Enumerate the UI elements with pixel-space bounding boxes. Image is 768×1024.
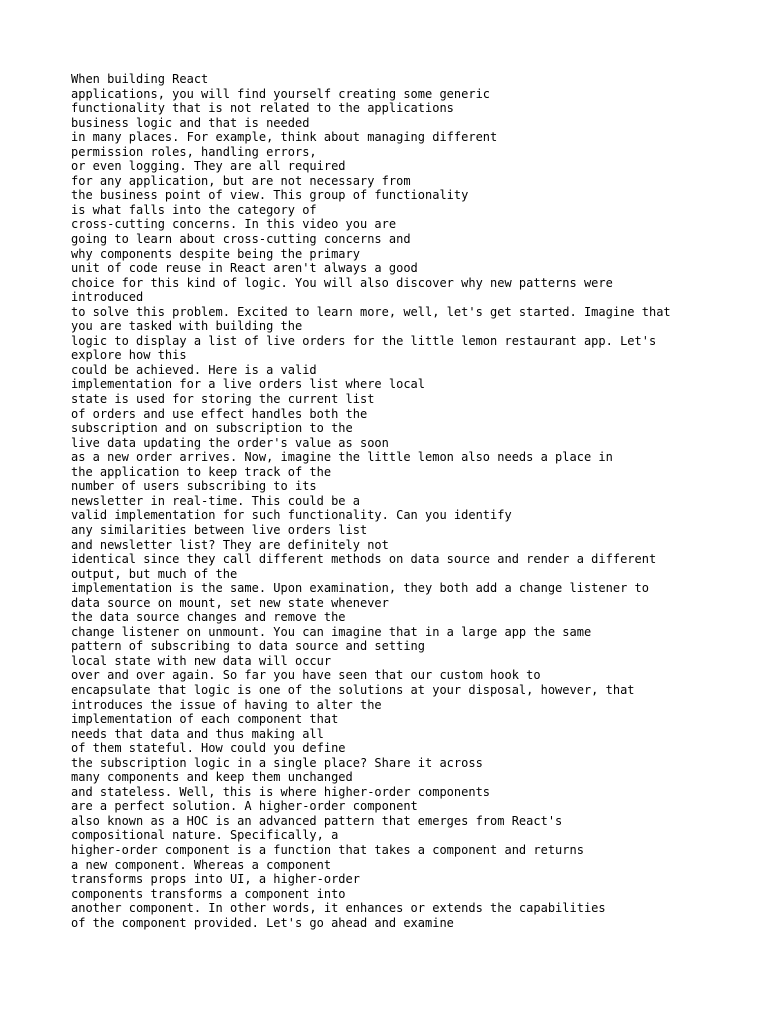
text-line: permission roles, handling errors,: [71, 144, 317, 159]
text-line: the subscription logic in a single place? Share it across: [71, 755, 483, 770]
text-line: a new component. Whereas a component: [71, 857, 332, 872]
text-line: is what falls into the category of: [71, 202, 317, 217]
text-line: higher-order component is a function that takes a component and returns: [71, 842, 584, 857]
text-line: why components despite being the primary: [71, 246, 360, 261]
text-line: cross-cutting concerns. In this video you are: [71, 217, 397, 232]
text-line: the business point of view. This group of functionality: [71, 188, 469, 203]
text-line: number of users subscribing to its: [71, 479, 317, 494]
text-line: of them stateful. How could you define: [71, 741, 346, 756]
text-line: choice for this kind of logic. You will also discover why new patterns were: [71, 275, 613, 290]
text-line: introduces the issue of having to alter the: [71, 697, 382, 712]
text-line: many components and keep them unchanged: [71, 770, 353, 785]
text-line: the application to keep track of the: [71, 464, 332, 479]
text-line: identical since they call different methods on data source and render a different: [71, 552, 657, 567]
text-line: the data source changes and remove the: [71, 610, 346, 625]
text-line: local state with new data will occur: [71, 653, 332, 668]
text-line: applications, you will find yourself creating some generic: [71, 86, 491, 101]
text-line: in many places. For example, think about managing different: [71, 130, 498, 145]
text-line: logic to display a list of live orders for the little lemon restaurant app. Let's: [71, 333, 657, 348]
text-line: pattern of subscribing to data source and setting: [71, 639, 426, 654]
text-line: of orders and use effect handles both the: [71, 406, 368, 421]
text-line: components transforms a component into: [71, 886, 346, 901]
text-line: also known as a HOC is an advanced pattern that emerges from React's: [71, 813, 563, 828]
text-line: transforms props into UI, a higher-order: [71, 872, 360, 887]
text-line: could be achieved. Here is a valid: [71, 362, 317, 377]
text-line: implementation is the same. Upon examination, they both add a change listener to: [71, 581, 649, 596]
text-line: business logic and that is needed: [71, 115, 310, 130]
text-line: subscription and on subscription to the: [71, 421, 353, 436]
text-line: output, but much of the: [71, 566, 238, 581]
text-line: of the component provided. Let's go ahead and examine: [71, 915, 454, 930]
text-line: or even logging. They are all required: [71, 159, 346, 174]
text-line: going to learn about cross-cutting concerns and: [71, 232, 411, 247]
text-line: as a new order arrives. Now, imagine the little lemon also needs a place in: [71, 450, 613, 465]
text-line: encapsulate that logic is one of the solutions at your disposal, however, that: [71, 682, 635, 697]
text-line: unit of code reuse in React aren't always a good: [71, 261, 418, 276]
text-line: explore how this: [71, 348, 187, 363]
text-line: implementation for a live orders list where local: [71, 377, 426, 392]
text-line: any similarities between live orders list: [71, 522, 368, 537]
text-line: state is used for storing the current list: [71, 392, 375, 407]
text-line: compositional nature. Specifically, a: [71, 828, 339, 843]
text-line: live data updating the order's value as soon: [71, 435, 389, 450]
text-line: and newsletter list? They are definitely not: [71, 537, 389, 552]
text-line: functionality that is not related to the applications: [71, 101, 454, 116]
text-line: and stateless. Well, this is where higher-order components: [71, 784, 491, 799]
text-line: implementation of each component that: [71, 712, 339, 727]
text-line: needs that data and thus making all: [71, 726, 324, 741]
text-line: newsletter in real-time. This could be a: [71, 493, 360, 508]
text-line: to solve this problem. Excited to learn more, well, let's get started. Imagine that: [71, 304, 671, 319]
text-line: for any application, but are not necessary from: [71, 173, 411, 188]
text-line: you are tasked with building the: [71, 319, 303, 334]
text-line: When building React: [71, 72, 209, 86]
text-line: change listener on unmount. You can imagine that in a large app the same: [71, 624, 592, 639]
text-line: another component. In other words, it enhances or extends the capabilities: [71, 901, 606, 916]
text-line: are a perfect solution. A higher-order component: [71, 799, 418, 814]
text-line: valid implementation for such functionality. Can you identify: [71, 508, 512, 523]
text-line: introduced: [71, 290, 144, 305]
text-line: data source on mount, set new state whenever: [71, 595, 389, 610]
transcript-text: [71, 72, 761, 930]
text-line: over and over again. So far you have seen that our custom hook to: [71, 668, 541, 683]
